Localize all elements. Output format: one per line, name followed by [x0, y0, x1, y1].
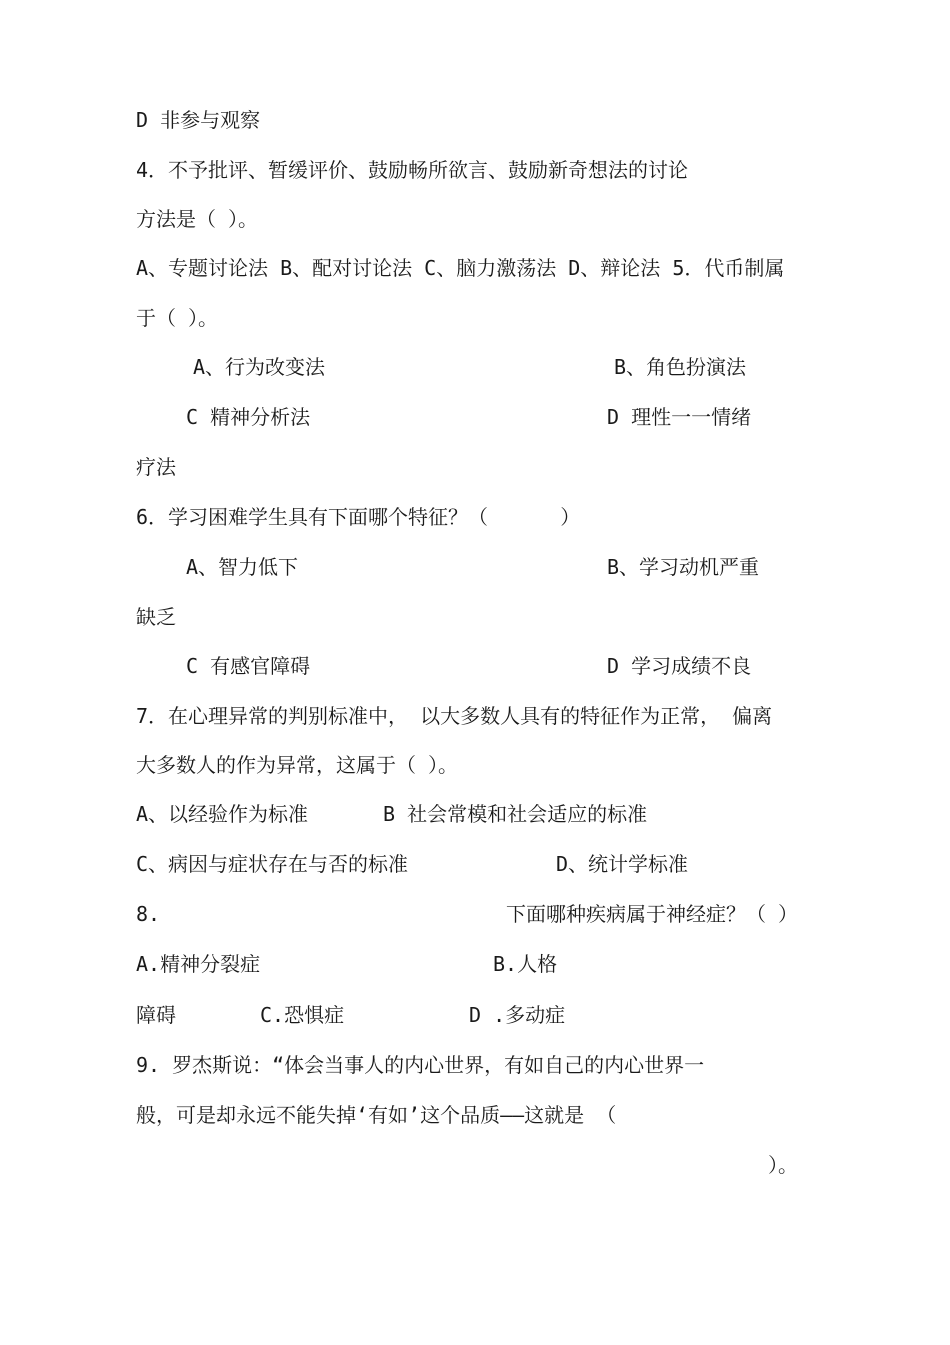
question-4-stem: 4．不予批评、暂缓评价、鼓励畅所欲言、鼓励新奇想法的讨论 [136, 158, 689, 182]
q6-option-a: A、智力低下 [186, 555, 299, 579]
q7-option-c: C、病因与症状存在与否的标准 [136, 852, 409, 876]
q7-option-a: A、以经验作为标准 [136, 802, 309, 826]
q5-option-a: A、行为改变法 [193, 355, 326, 379]
q6-option-c: C 有感官障碍 [186, 654, 311, 678]
q6-option-b-cont: 缺乏 [136, 605, 176, 629]
q5-option-c: C 精神分析法 [186, 405, 311, 429]
question-7-stem: 7．在心理异常的判别标准中， 以大多数人具有的特征作为正常， 偏离 [136, 704, 773, 728]
question-7-stem-cont: 大多数人的作为异常，这属于（ ）。 [136, 753, 459, 777]
q5-option-d: D 理性一一情绪 [607, 405, 752, 429]
question-9-stem-cont: 般，可是却永远不能失掉‘有如’这个品质——这就是 （ [136, 1103, 617, 1127]
option-d-q3: D 非参与观察 [136, 108, 261, 132]
question-4-stem-cont: 方法是（ ）。 [136, 207, 259, 231]
q5-option-b: B、角色扮演法 [614, 355, 747, 379]
q8-option-b: B.人格 [493, 952, 558, 976]
q7-option-b: B 社会常模和社会适应的标准 [383, 802, 648, 826]
q8-option-b-cont: 障碍 [136, 1003, 176, 1027]
q6-option-d: D 学习成绩不良 [607, 654, 752, 678]
question-8-stem: 下面哪种疾病属于神经症？（ ） [506, 902, 799, 926]
question-5-stem-cont: 于（ ）。 [136, 306, 219, 330]
q7-option-d: D、统计学标准 [556, 852, 689, 876]
q5-option-d-cont: 疗法 [136, 455, 176, 479]
question-9-stem: 9. 罗杰斯说：“体会当事人的内心世界，有如自己的内心世界一 [136, 1053, 705, 1077]
question-6-stem: 6．学习困难学生具有下面哪个特征？（ ） [136, 505, 581, 529]
q8-option-d: D .多动症 [469, 1003, 566, 1027]
q8-option-c: C.恐惧症 [260, 1003, 345, 1027]
question-8-number: 8. [136, 902, 161, 926]
q8-option-a: A.精神分裂症 [136, 952, 261, 976]
q6-option-b: B、学习动机严重 [607, 555, 760, 579]
question-4-options: A、专题讨论法 B、配对讨论法 C、脑力激荡法 D、辩论法 5．代币制属 [136, 256, 785, 280]
question-9-blank-end: ）。 [768, 1153, 798, 1177]
